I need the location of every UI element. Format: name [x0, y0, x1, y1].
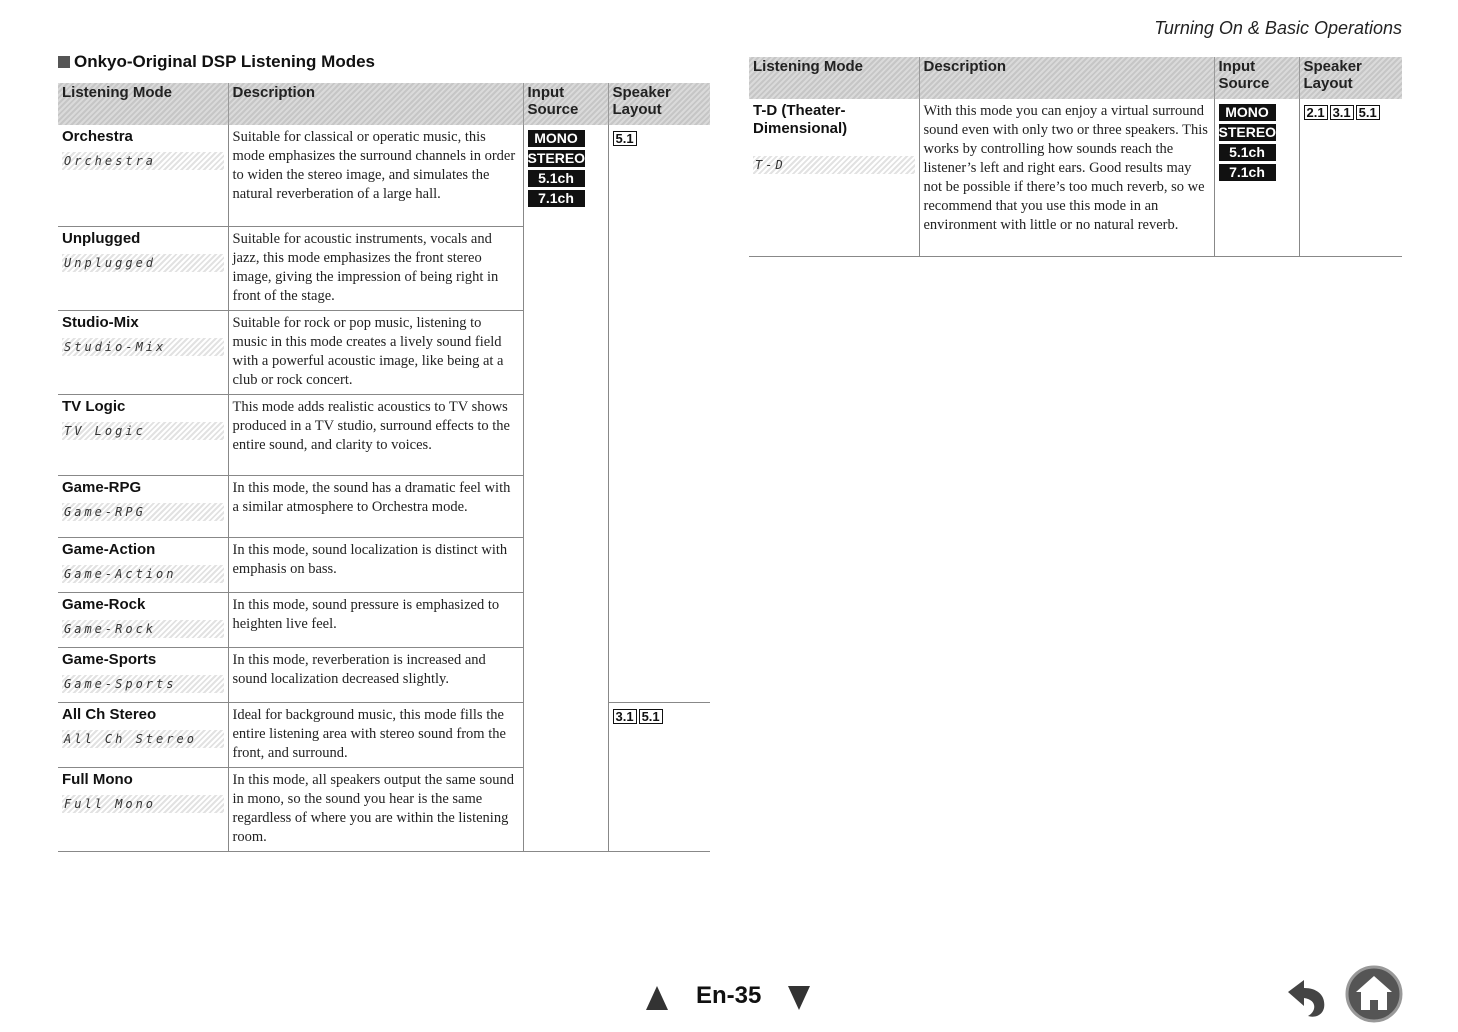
- input-source-cell: [523, 125, 608, 851]
- table-row: [58, 125, 710, 226]
- mode-cell: [58, 310, 228, 394]
- badge-stereo: STEREO: [527, 150, 586, 166]
- mode-name: Orchestra: [62, 128, 133, 145]
- mode-name: Unplugged: [62, 229, 141, 247]
- mode-cell: [58, 394, 228, 475]
- next-page-arrow-icon[interactable]: [788, 986, 810, 1010]
- mode-description: With this mode you can enjoy a virtual surround sound even with only two or three speakers. This works by controlling how sounds reach the listener’s left and right ears. Good results may not be possible if there’s too much reverb, so we recommend that you use this mode in an environment with little or no natural reverb.: [919, 99, 1214, 257]
- table-header-row: [58, 83, 710, 125]
- mode-cell: [58, 475, 228, 537]
- mode-description: In this mode, sound pressure is emphasized to heighten live feel.: [228, 592, 523, 647]
- speaker-layout-cell: [1299, 99, 1402, 257]
- badge-stereo: STEREO: [1218, 124, 1277, 140]
- speaker-layout-badge: 5.1: [613, 131, 637, 146]
- mode-cell: [58, 125, 228, 226]
- mode-display-text: Game-Sports: [62, 675, 224, 693]
- mode-cell: [58, 647, 228, 702]
- mode-name: Studio-Mix: [62, 313, 139, 331]
- mode-description: Ideal for background music, this mode fills the entire listening area with stereo sound from the front, and surround.: [228, 702, 523, 767]
- speaker-layout-badge: 2.1: [1304, 105, 1328, 120]
- mode-name: All Ch Stereo: [62, 705, 157, 723]
- speaker-layout-badge: 3.1: [1330, 105, 1354, 120]
- mode-display-text: Game-Action: [62, 565, 224, 583]
- mode-description: In this mode, sound localization is distinct with emphasis on bass.: [228, 537, 523, 592]
- speaker-layout-badge: 5.1: [639, 709, 663, 724]
- badge-5-1ch: 5.1ch: [1219, 144, 1276, 161]
- page-header-title: Turning On & Basic Operations: [1154, 18, 1402, 38]
- listening-modes-table-left: [58, 83, 710, 852]
- table-header-row: [749, 57, 1402, 99]
- col-header-mode: Listening Mode: [749, 57, 919, 99]
- col-header-speaker: Speaker Layout: [608, 83, 710, 125]
- mode-cell: [749, 99, 919, 257]
- badge-5-1ch: 5.1ch: [528, 170, 585, 187]
- col-header-input: Input Source: [1214, 57, 1299, 99]
- mode-description: This mode adds realistic acoustics to TV shows produced in a TV studio, surround effects to the entire sound, and clarity to voices.: [228, 394, 523, 475]
- col-header-input: Input Source: [523, 83, 608, 125]
- badge-mono: MONO: [1219, 104, 1276, 121]
- badge-mono: MONO: [528, 130, 585, 147]
- input-source-cell: [1214, 99, 1299, 257]
- col-header-speaker: Speaker Layout: [1299, 57, 1402, 99]
- mode-display-text: Full Mono: [62, 795, 224, 813]
- page-footer: [0, 978, 1458, 1018]
- col-header-description: Description: [228, 83, 523, 125]
- mode-description: In this mode, the sound has a dramatic feel with a similar atmosphere to Orchestra mode.: [228, 475, 523, 537]
- speaker-layout-badge: 3.1: [613, 709, 637, 724]
- speaker-layout-cell: [608, 702, 710, 851]
- mode-cell: [58, 226, 228, 310]
- mode-cell: [58, 767, 228, 851]
- mode-name: Game-Sports: [62, 650, 157, 668]
- mode-display-text: Game-Rock: [62, 620, 224, 638]
- mode-name: Full Mono: [62, 770, 133, 788]
- badge-7-1ch: 7.1ch: [528, 190, 585, 207]
- mode-display-text: Unplugged: [62, 254, 224, 272]
- mode-name: Game-Rock: [62, 595, 146, 613]
- mode-name: TV Logic: [62, 397, 126, 415]
- mode-description: Suitable for acoustic instruments, vocals and jazz, this mode emphasizes the front stereo image, giving the impression of being right in front of the stage.: [228, 226, 523, 310]
- badge-7-1ch: 7.1ch: [1219, 164, 1276, 181]
- home-icon[interactable]: [1344, 964, 1404, 1024]
- mode-name: T-D (Theater- Dimensional): [753, 102, 848, 137]
- speaker-layout-cell: [608, 125, 710, 702]
- mode-description: Suitable for rock or pop music, listening to music in this mode creates a lively sound field with a powerful acoustic image, like being at a club or rock concert.: [228, 310, 523, 394]
- mode-name: Game-RPG: [62, 478, 142, 496]
- col-header-description: Description: [919, 57, 1214, 99]
- mode-display-text: TV Logic: [62, 422, 224, 440]
- section-bullet-icon: [58, 56, 70, 68]
- listening-modes-table-right: [749, 57, 1402, 257]
- table-row: [58, 702, 710, 767]
- mode-name: Game-Action: [62, 540, 156, 558]
- previous-page-arrow-icon[interactable]: [646, 986, 668, 1010]
- section-title-text: Onkyo-Original DSP Listening Modes: [74, 52, 376, 71]
- mode-display-text: T-D: [753, 156, 915, 174]
- table-row: [749, 99, 1402, 257]
- mode-display-text: Studio-Mix: [62, 338, 224, 356]
- mode-display-text: Game-RPG: [62, 503, 224, 521]
- page-number: En-35: [696, 982, 762, 1009]
- mode-cell: [58, 537, 228, 592]
- mode-cell: [58, 702, 228, 767]
- mode-cell: [58, 592, 228, 647]
- back-arrow-icon[interactable]: [1280, 978, 1332, 1018]
- mode-description: In this mode, reverberation is increased and sound localization decreased slightly.: [228, 647, 523, 702]
- mode-display-text: All Ch Stereo: [62, 730, 224, 748]
- mode-display-text: Orchestra: [62, 152, 224, 170]
- section-title: [58, 52, 375, 72]
- speaker-layout-badge: 5.1: [1356, 105, 1380, 120]
- mode-description: Suitable for classical or operatic music, this mode emphasizes the surround channels in order to widen the stereo image, and simulates the natural reverberation of a large hall.: [228, 125, 523, 226]
- mode-description: In this mode, all speakers output the same sound in mono, so the sound you hear is the same regardless of where you are within the listening room.: [228, 767, 523, 851]
- col-header-mode: Listening Mode: [58, 83, 228, 125]
